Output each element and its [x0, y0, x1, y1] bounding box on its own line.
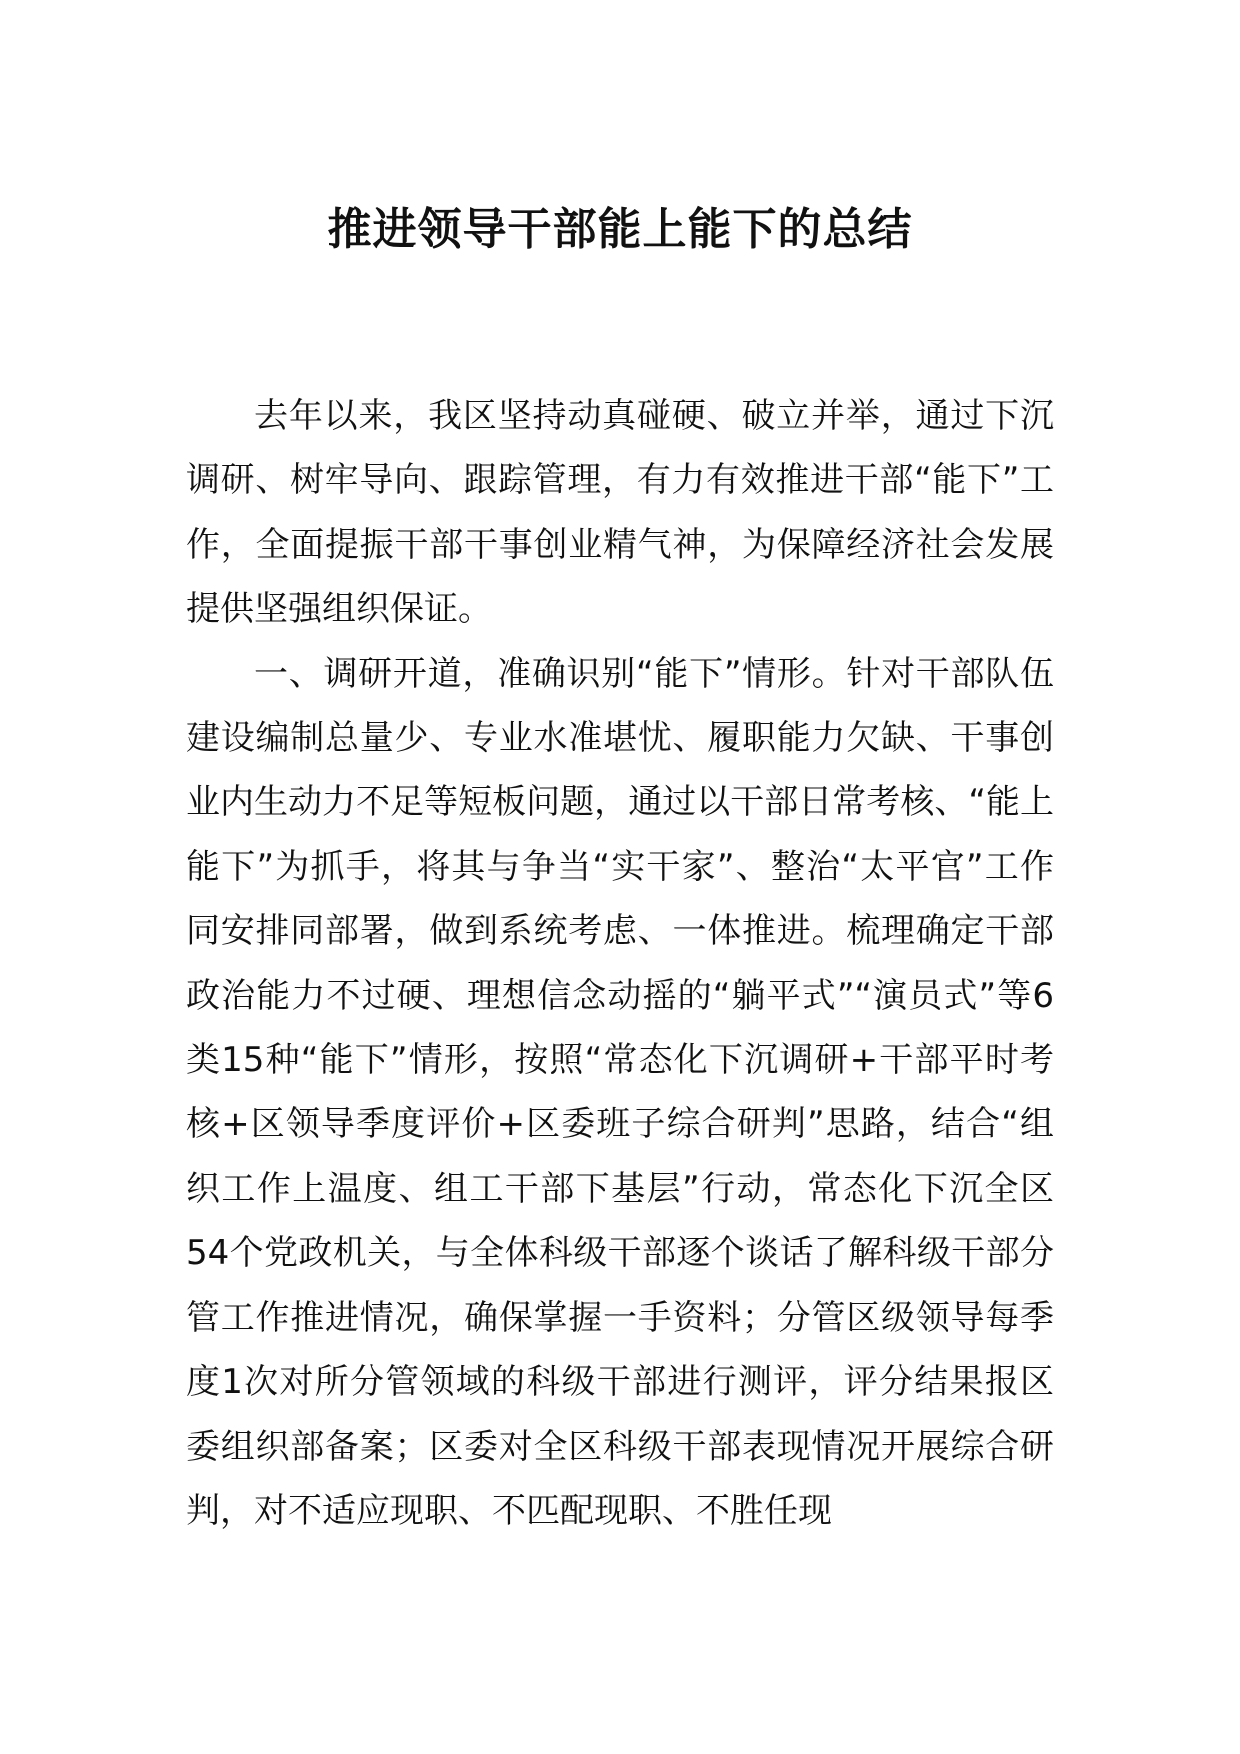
document-body: [186, 384, 1054, 1543]
document-title: 推进领导干部能上能下的总结: [327, 204, 913, 255]
section-one-paragraph: 一、调研开道，准确识别“能下”情形。针对干部队伍建设编制总量少、专业水准堪忧、履职能力欠缺、干事创业内生动力不足等短板问题，通过以干部日常考核、“能上能下”为抓手，将其与争当“实干家”、整治“太平官”工作同安排同部署，做到系统考虑、一体推进。梳理确定干部政治能力不过硬、理想信念动摇的“躺平式”“演员式”等6类15种“能下”情形，按照“常态化下沉调研+干部平时考核+区领导季度评价+区委班子综合研判”思路，结合“组织工作上温度、组工干部下基层”行动，常态化下沉全区54个党政机关，与全体科级干部逐个谈话了解科级干部分管工作推进情况，确保掌握一手资料；分管区级领导每季度1次对所分管领域的科级干部进行测评，评分结果报区委组织部备案；区委对全区科级干部表现情况开展综合研判，对不适应现职、不匹配现职、不胜任现: [186, 653, 1054, 1531]
intro-paragraph: 去年以来，我区坚持动真碰硬、破立并举，通过下沉调研、树牢导向、跟踪管理，有力有效推进干部“能下”工作，全面提振干部干事创业精气神，为保障经济社会发展提供坚强组织保证。: [186, 396, 1054, 630]
